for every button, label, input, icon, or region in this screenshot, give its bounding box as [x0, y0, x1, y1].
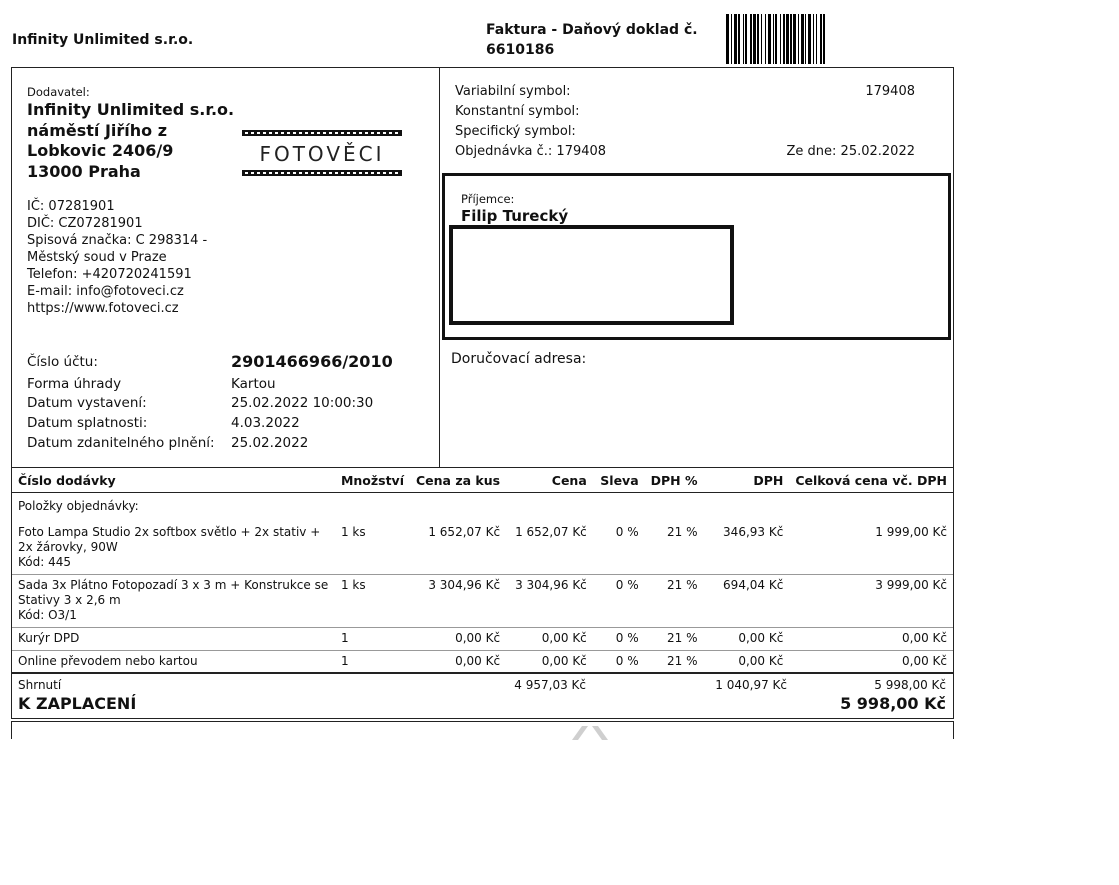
watermark-glyph	[566, 722, 614, 740]
table-row	[12, 521, 953, 575]
header-company-name: Infinity Unlimited s.r.o.	[12, 32, 194, 48]
item-unit-price: 3 304,96 Kč	[410, 575, 506, 628]
item-quantity: 1	[335, 651, 410, 674]
item-description: Kurýr DPD	[12, 628, 335, 651]
supplier-name-line: Infinity Unlimited s.r.o.	[27, 100, 235, 119]
item-price: 0,00 Kč	[506, 628, 593, 651]
item-total: 3 999,00 Kč	[789, 575, 953, 628]
recipient-label: Příjemce:	[461, 192, 515, 206]
table-row	[12, 575, 953, 628]
item-vat: 0,00 Kč	[704, 628, 790, 651]
section-row	[12, 493, 953, 522]
column-divider	[439, 67, 440, 467]
item-discount: 0 %	[615, 525, 639, 539]
col-unit-price: Cena za kus	[410, 469, 506, 493]
constant-symbol-row	[455, 104, 915, 119]
item-price: 3 304,96 Kč	[506, 575, 593, 628]
item-discount: 0 %	[593, 575, 645, 628]
amount-due-value: 5 998,00 Kč	[840, 694, 946, 713]
redacted-address-box	[449, 225, 734, 325]
delivery-address-label: Doručovací adresa:	[451, 351, 587, 367]
col-total: Celková cena vč. DPH	[789, 469, 953, 493]
supplier-info	[27, 198, 237, 317]
item-quantity: 1 ks	[340, 525, 366, 539]
item-vat: 0,00 Kč	[704, 651, 790, 674]
items-table	[12, 469, 953, 673]
supplier-email: E-mail: info@fotoveci.cz	[27, 284, 184, 299]
item-price: 0,00 Kč	[506, 651, 593, 674]
item-vat: 346,93 Kč	[723, 525, 784, 539]
order-row	[455, 144, 915, 159]
item-total: 1 999,00 Kč	[875, 525, 947, 539]
item-vat-pct: 21 %	[645, 628, 704, 651]
table-row	[12, 651, 953, 674]
table-row	[12, 628, 953, 651]
item-description: Foto Lampa Studio 2x softbox světlo + 2x stativ + 2x žárovky, 90W Kód: 445	[18, 525, 321, 569]
issue-date-value: 25.02.2022 10:00:30	[231, 395, 374, 411]
order-date: Ze dne: 25.02.2022	[786, 144, 915, 159]
item-vat-pct: 21 %	[645, 651, 704, 674]
supplier-ic: IČ: 07281901	[27, 199, 115, 214]
order-number: Objednávka č.: 179408	[455, 144, 607, 159]
due-date-label: Datum splatnosti:	[27, 415, 148, 431]
taxable-date-value: 25.02.2022	[231, 435, 309, 451]
item-vat: 694,04 Kč	[704, 575, 790, 628]
item-unit-price: 0,00 Kč	[410, 651, 506, 674]
item-total: 0,00 Kč	[789, 628, 953, 651]
summary-rule	[11, 672, 954, 674]
due-date-value: 4.03.2022	[231, 415, 300, 431]
account-number: 2901466966/2010	[231, 352, 393, 371]
item-discount: 0 %	[593, 651, 645, 674]
col-vat-pct: DPH %	[645, 469, 704, 493]
supplier-label: Dodavatel:	[27, 85, 90, 99]
item-discount: 0 %	[593, 628, 645, 651]
col-delivery-number: Číslo dodávky	[12, 469, 335, 493]
invoice-title: Faktura - Daňový doklad č. 6610186	[486, 22, 698, 58]
recipient-name: Filip Turecký	[461, 207, 569, 225]
item-unit-price: 1 652,07 Kč	[428, 525, 501, 539]
item-description: Online převodem nebo kartou	[12, 651, 335, 674]
specific-symbol-row	[455, 124, 915, 139]
variable-symbol-value: 179408	[865, 84, 915, 99]
payment-method-value: Kartou	[231, 376, 276, 392]
next-section-frame	[11, 721, 954, 739]
supplier-court: Městský soud v Praze	[27, 250, 167, 265]
table-header-row	[12, 469, 953, 493]
payment-method-label: Forma úhrady	[27, 376, 122, 392]
specific-symbol-label: Specifický symbol:	[455, 124, 576, 139]
item-price: 1 652,07 Kč	[515, 525, 587, 539]
item-vat-pct: 21 %	[645, 575, 704, 628]
supplier-website[interactable]: https://www.fotoveci.cz	[27, 301, 179, 316]
item-quantity: 1 ks	[335, 575, 410, 628]
supplier-dic: DIČ: CZ07281901	[27, 216, 143, 231]
supplier-phone: Telefon: +420720241591	[27, 267, 192, 282]
supplier-registry: Spisová značka: C 298314 -	[27, 233, 208, 248]
supplier-name	[27, 100, 242, 182]
item-vat-pct: 21 %	[667, 525, 698, 539]
item-total: 0,00 Kč	[789, 651, 953, 674]
col-price: Cena	[506, 469, 593, 493]
issue-date-label: Datum vystavení:	[27, 395, 147, 411]
summary-label: Shrnutí	[18, 678, 62, 692]
summary-vat: 1 040,97 Kč	[715, 678, 787, 692]
fotoveci-logo	[242, 129, 402, 177]
supplier-street-line: Lobkovic 2406/9	[27, 141, 174, 160]
col-vat: DPH	[704, 469, 790, 493]
col-quantity: Množství	[335, 469, 410, 493]
constant-symbol-label: Konstantní symbol:	[455, 104, 580, 119]
section-label: Položky objednávky:	[18, 499, 139, 513]
account-label: Číslo účtu:	[27, 354, 98, 370]
summary-price: 4 957,03 Kč	[514, 678, 586, 692]
item-description: Sada 3x Plátno Fotopozadí 3 x 3 m + Konstrukce se Stativy 3 x 2,6 m Kód: O3/1	[12, 575, 335, 628]
supplier-city-line: 13000 Praha	[27, 161, 141, 181]
amount-due-label: K ZAPLACENÍ	[18, 694, 137, 713]
barcode	[726, 14, 954, 64]
variable-symbol-label: Variabilní symbol:	[455, 84, 571, 99]
variable-symbol-row	[455, 84, 915, 99]
item-unit-price: 0,00 Kč	[410, 628, 506, 651]
summary-total: 5 998,00 Kč	[874, 678, 946, 692]
supplier-street-line: náměstí Jiřího z	[27, 120, 168, 140]
taxable-date-label: Datum zdanitelného plnění:	[27, 435, 215, 451]
table-top-rule	[11, 467, 954, 468]
col-discount: Sleva	[593, 469, 645, 493]
item-quantity: 1	[335, 628, 410, 651]
logo-text: FOTOVĚCI	[259, 142, 385, 166]
